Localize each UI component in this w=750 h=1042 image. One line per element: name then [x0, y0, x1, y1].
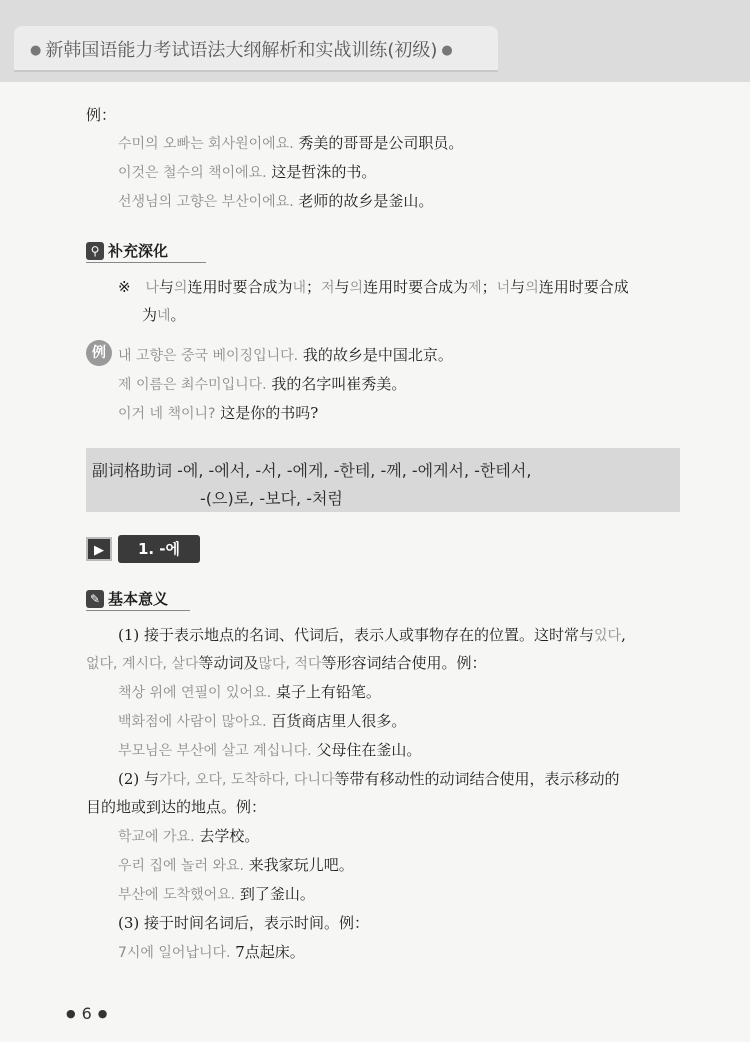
pencil-icon: ✎: [86, 590, 104, 608]
chinese-text: 去学校。: [199, 827, 260, 845]
chinese-run: 与: [334, 278, 350, 296]
supplement-note-line1: [118, 276, 629, 297]
chinese-text: 到了釜山。: [239, 885, 315, 903]
supplement-heading: [86, 240, 168, 261]
example-row: [118, 373, 406, 394]
chinese-run: 等形容词结合使用。例：: [321, 654, 487, 672]
chinese-run: 连用时要合成: [538, 278, 629, 296]
supplement-note-text: [145, 278, 628, 296]
chinese-text: 我的故乡是中国北京。: [302, 346, 453, 364]
chinese-text: 这是你的书吗?: [220, 404, 319, 422]
chinese-run: (2) 与: [118, 770, 160, 788]
example-row: [118, 710, 406, 731]
korean-text: 부모님은 부산에 살고 계십니다.: [118, 743, 312, 759]
chinese-run: 。: [170, 306, 186, 324]
chinese-run: ,: [621, 626, 626, 644]
example-row: [118, 825, 259, 846]
page-number: 6: [81, 1004, 92, 1023]
korean-run: 의: [349, 280, 364, 296]
chinese-run: 连用时要合成为: [363, 278, 469, 296]
para1-line2: [86, 652, 487, 673]
korean-text: 백화점에 사람이 많아요.: [118, 714, 267, 730]
bullet-icon: ●: [66, 1007, 76, 1020]
reference-mark: ※: [118, 278, 131, 296]
basic-meaning-heading: [86, 588, 168, 609]
chinese-run: 与: [510, 278, 526, 296]
bullet-icon: ●: [30, 43, 42, 58]
basic-meaning-title: 基本意义: [108, 590, 169, 608]
chinese-run: ；: [305, 278, 321, 296]
korean-text: 학교에 가요.: [118, 829, 195, 845]
korean-run: 네: [157, 308, 171, 324]
korean-text: 선생님의 고향은 부산이에요.: [118, 194, 294, 210]
book-title: [30, 36, 500, 62]
chinese-run: 为: [142, 306, 158, 324]
chinese-text: 秀美的哥哥是公司职员。: [298, 134, 464, 152]
chinese-text: 这是哲洙的书。: [271, 163, 377, 181]
bullet-icon: ●: [97, 1007, 108, 1020]
adverbial-line1: 副词格助词 -에, -에서, -서, -에게, -한테, -께, -에게서, -한테서,: [92, 461, 532, 480]
heading-rule: [86, 262, 206, 263]
korean-text: 이것은 철수의 책이에요.: [118, 165, 267, 181]
chinese-run: 与: [158, 278, 174, 296]
korean-text: 이거 네 책이니?: [118, 406, 216, 422]
korean-run: 저: [321, 280, 335, 296]
magnifier-icon: ⚲: [86, 242, 104, 260]
example-row: [118, 132, 463, 153]
bullet-icon: ●: [441, 43, 453, 58]
korean-text: 내 고향은 중국 베이징입니다.: [118, 348, 299, 364]
example-row: [118, 344, 453, 365]
paragraph-text: [118, 770, 620, 788]
supplement-note-line2: [142, 304, 186, 325]
para2-line1: [118, 768, 620, 789]
supplement-note-text: [142, 306, 186, 324]
example-row: [118, 161, 376, 182]
paragraph-text: [86, 654, 487, 672]
korean-text: 우리 집에 놀러 와요.: [118, 858, 244, 874]
chinese-run: 等动词及: [198, 654, 259, 672]
heading-rule: [86, 610, 190, 611]
para2-line2: 目的地或到达的地点。例：: [86, 798, 267, 816]
chinese-run: 等带有移动性的动词结合使用，表示移动的: [334, 770, 620, 788]
chinese-text: 老师的故乡是釜山。: [298, 192, 434, 210]
chinese-text: 父母住在釜山。: [316, 741, 422, 759]
korean-run: 제: [468, 280, 482, 296]
korean-text: 부산에 도착했어요.: [118, 887, 236, 903]
page-footer: [60, 1004, 113, 1023]
paragraph-text: [118, 626, 626, 644]
chinese-text: 桌子上有铅笔。: [275, 683, 381, 701]
korean-text: 제 이름은 최수미입니다.: [118, 377, 267, 393]
korean-run: 없다, 계시다, 살다: [86, 656, 199, 672]
example-badge: 例: [86, 340, 112, 366]
korean-text: 수미의 오빠는 회사원이에요.: [118, 136, 294, 152]
example-row: [118, 739, 421, 760]
korean-run: 있다: [594, 628, 622, 644]
example-row: [118, 941, 305, 962]
chinese-text: 7点起床。: [235, 943, 305, 961]
adverbial-line2: -(으)로, -보다, -처럼: [200, 489, 343, 508]
korean-run: 의: [173, 280, 188, 296]
chinese-text: 百货商店里人很多。: [271, 712, 407, 730]
chinese-run: ；: [481, 278, 497, 296]
korean-run: 많다, 적다: [258, 656, 322, 672]
para3: (3) 接于时间名词后，表示时间。例：: [118, 914, 370, 932]
chinese-text: 来我家玩儿吧。: [248, 856, 354, 874]
example-row: [118, 854, 354, 875]
korean-run: 내: [292, 280, 306, 296]
korean-run: 나: [145, 280, 159, 296]
korean-run: 의: [525, 280, 539, 296]
example-row: [118, 402, 318, 423]
korean-text: 7시에 일어납니다.: [118, 945, 231, 961]
chinese-run: (1) 接于表示地点的名词、代词后，表示人或事物存在的位置。这时常与: [118, 626, 595, 644]
chinese-text: 我的名字叫崔秀美。: [271, 375, 407, 393]
example-label: 例：: [86, 106, 117, 124]
play-icon: ▶: [86, 537, 112, 561]
example-row: [118, 681, 381, 702]
korean-run: 너: [496, 280, 511, 296]
section-tag: 1. -에: [118, 535, 200, 563]
book-title-text: 新韩国语能力考试语法大纲解析和实战训练(初级): [45, 40, 438, 61]
korean-text: 책상 위에 연필이 있어요.: [118, 685, 272, 701]
korean-run: 가다, 오다, 도착하다, 다니다: [159, 772, 335, 788]
example-row: [118, 883, 315, 904]
chinese-run: 连用时要合成为: [187, 278, 293, 296]
example-row: [118, 190, 433, 211]
supplement-title: 补充深化: [108, 242, 169, 260]
para1-line1: [118, 624, 626, 645]
